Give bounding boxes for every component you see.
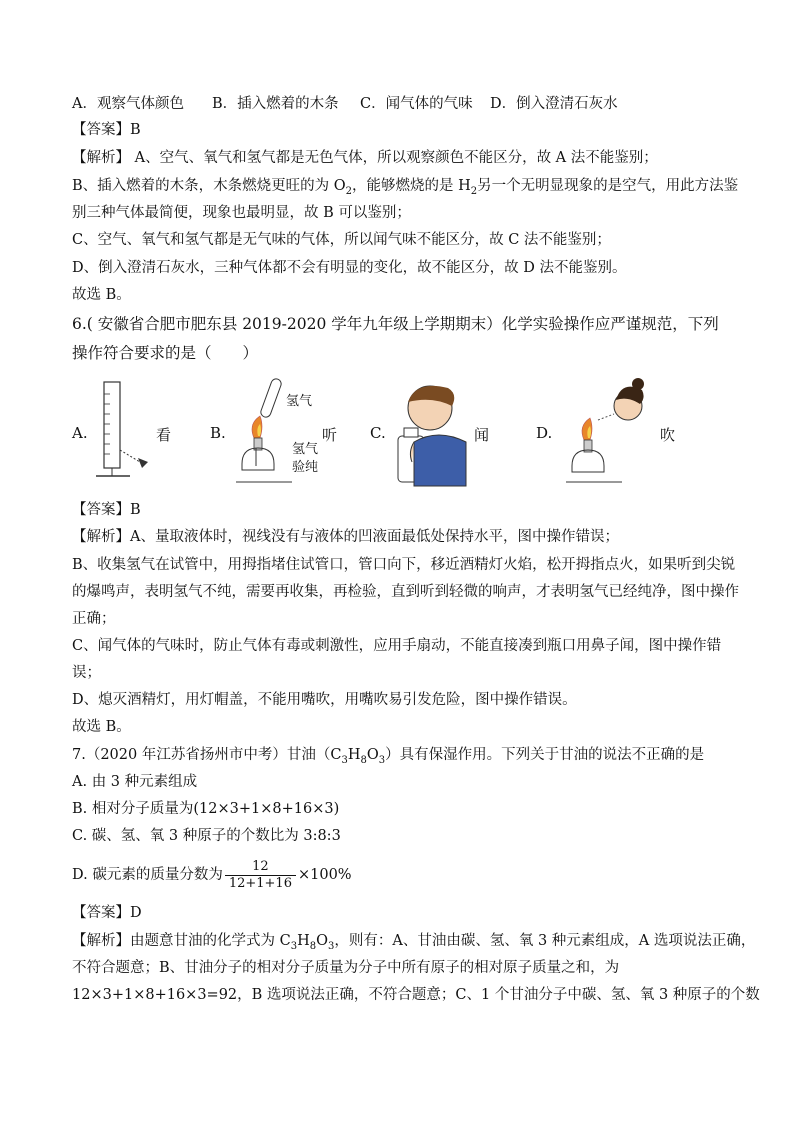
figure-a-verb: 看 <box>156 426 172 444</box>
hydrogen-label: 氢气 <box>292 442 319 457</box>
q7-analysis-line: 不符合题意；B、甘油分子的相对分子质量为分子中所有原子的相对原子质量之和，为 <box>72 960 620 976</box>
hydrogen-label: 氢气 <box>286 394 313 409</box>
figure-d-verb: 吹 <box>660 426 676 444</box>
q5-analysis-line: B、插入燃着的木条，木条燃烧更旺的为 $O_2$，能够燃烧的是 $H_2$另一个无明显现象的是空气，用此方法鉴 <box>72 178 739 197</box>
q7-analysis-line: 12×3+1×8+16×3=92，B 选项说法正确，不符合题意；C、1 个甘油分子中碳、氢、氧 3 种原子的个数 <box>72 987 760 1003</box>
figure-c-label: C. <box>370 424 386 442</box>
q7-option-c: C. 碳、氢、氧 3 种原子的个数比为 3:8:3 <box>72 828 341 844</box>
q6-analysis-line: 误； <box>72 665 101 681</box>
q6-analysis-line: 【解析】A、量取液体时，视线没有与液体的凹液面最低处保持水平，图中操作错误； <box>72 529 619 545</box>
smelling-gas-image <box>394 376 474 488</box>
q6-stem: 操作符合要求的是（ ） <box>72 344 259 362</box>
q5-option-b: B．插入燃着的木条 <box>212 96 339 112</box>
q7-option-d: D. 碳元素的质量分数为 $\frac{12}{12+1+16}$ ×100% <box>72 858 352 891</box>
figure-c-verb: 闻 <box>474 426 490 444</box>
q5-conclusion: 故选 B。 <box>72 287 131 303</box>
figure-a-label: A. <box>72 424 88 442</box>
mass-fraction-formula: $\frac{12}{12+1+16}$ <box>225 859 296 892</box>
q7-stem: 7.（2020 年江苏省扬州市中考）甘油$(C_3H_8O_3)$具有保湿作用。下列关于甘油的说法不正确的是 <box>72 747 705 766</box>
q6-analysis-line: B、收集氢气在试管中，用拇指堵住试管口，管口向下，移近酒精灯火焰，松开拇指点火，如果听到尖锐 <box>72 557 736 573</box>
q5-options <box>72 94 618 114</box>
q5-option-c: C．闻气体的气味 <box>360 96 473 112</box>
figure-d-label: D. <box>536 424 553 442</box>
q6-analysis-line: C、闻气体的气味时，防止气体有毒或刺激性，应用手扇动，不能直接凑到瓶口用鼻子闻，图中操作错 <box>72 638 722 654</box>
q7-option-b: B. 相对分子质量为(12×3+1×8+16×3) <box>72 801 340 817</box>
q7-answer: 【答案】D <box>72 905 142 921</box>
figure-b-verb: 听 <box>322 426 338 444</box>
q6-analysis-line: 正确； <box>72 611 116 627</box>
q6-answer: 【答案】B <box>72 502 141 518</box>
q6-analysis-line: 的爆鸣声，表明氢气不纯，需要再收集，再检验，直到听到轻微的响声，才表明氢气已经纯净，图中操作 <box>72 584 739 600</box>
q5-answer: 【答案】B <box>72 122 141 138</box>
q6-conclusion: 故选 B。 <box>72 719 131 735</box>
q5-analysis-line: C、空气、氧气和氢气都是无气味的气体，所以闻气味不能区分，故 C 法不能鉴别； <box>72 232 611 248</box>
q5-analysis-line: 【解析】 A、空气、氧气和氢气都是无色气体，所以观察颜色不能区分，故 A 法不能鉴别； <box>72 150 658 166</box>
graduated-cylinder-image <box>94 380 154 484</box>
purity-test-label: 验纯 <box>292 460 319 475</box>
q5-analysis-line: 别三种气体最简便，现象也最明显，故 B 可以鉴别； <box>72 205 411 221</box>
q5-analysis-line: D、倒入澄清石灰水，三种气体都不会有明显的变化，故不能区分，故 D 法不能鉴别。 <box>72 260 627 276</box>
figure-b-label: B. <box>210 424 226 442</box>
blowing-lamp-image <box>562 376 652 488</box>
q7-analysis-line: 【解析】由题意甘油的化学式为 $C_3H_8O_3$，则有：A、甘油由碳、氢、氧 3 种元素组成，A 选项说法正确， <box>72 933 756 952</box>
q6-figures <box>72 376 712 488</box>
q7-option-a: A. 由 3 种元素组成 <box>72 774 198 790</box>
q5-option-a: A．观察气体颜色 <box>72 96 184 112</box>
q6-analysis-line: D、熄灭酒精灯，用灯帽盖，不能用嘴吹，用嘴吹易引发危险，图中操作错误。 <box>72 692 577 708</box>
q5-option-d: D．倒入澄清石灰水 <box>490 96 618 112</box>
q6-stem: 6.( 安徽省合肥市肥东县 2019-2020 学年九年级上学期期末）化学实验操作应严谨规范，下列 <box>72 315 719 333</box>
